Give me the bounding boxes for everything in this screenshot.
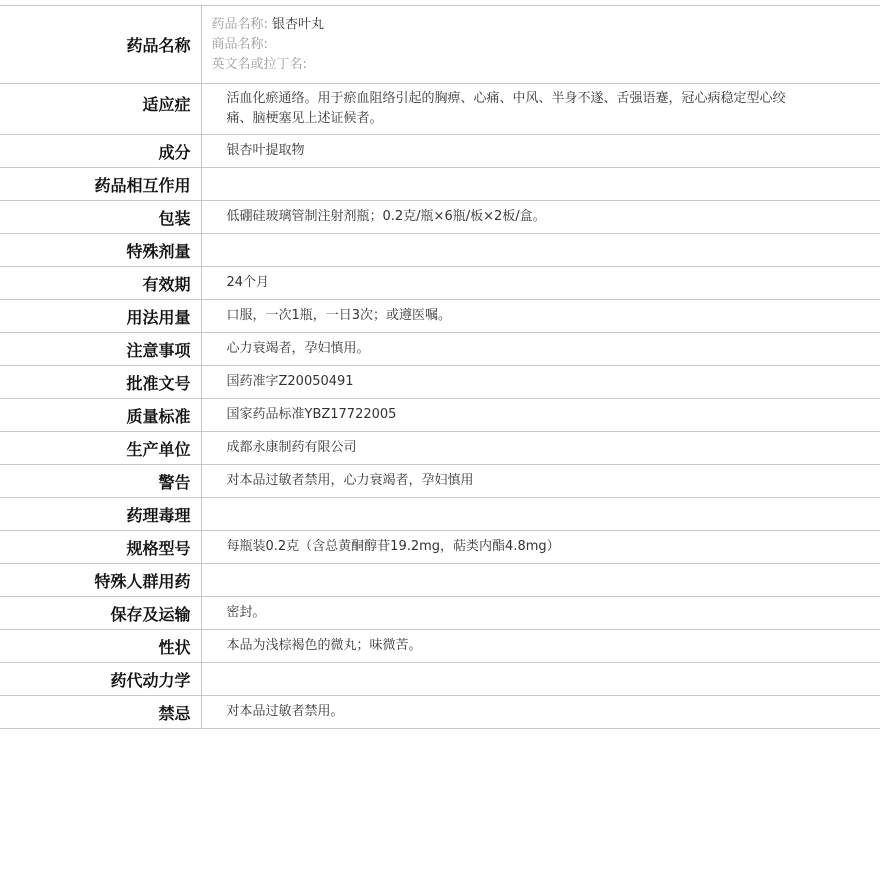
- row-label: 特殊人群用药: [0, 564, 201, 597]
- row-value: [201, 498, 880, 531]
- drug-name-cell: [201, 6, 880, 84]
- generic-name-value: 银杏叶丸: [272, 16, 325, 32]
- row-value: 心力衰竭者，孕妇慎用。: [226, 341, 370, 356]
- latin-name-line: [212, 55, 861, 75]
- table-row-precautions: [0, 333, 880, 366]
- row-value: 低硼硅玻璃管制注射剂瓶；0.2克/瓶×6瓶/板×2板/盒。: [226, 209, 546, 224]
- trade-name-line: [212, 35, 861, 55]
- row-value: 本品为浅棕褐色的微丸；味微苦。: [226, 638, 422, 653]
- row-label: 药理毒理: [0, 498, 201, 531]
- row-value: 国家药品标准YBZ17722005: [226, 407, 397, 422]
- row-label: 有效期: [0, 267, 201, 300]
- row-label: 质量标准: [0, 399, 201, 432]
- row-value: 口服，一次1瓶，一日3次；或遵医嘱。: [226, 308, 452, 323]
- row-value: [201, 564, 880, 597]
- row-value: 24个月: [226, 275, 270, 290]
- row-value: [201, 168, 880, 201]
- row-label: 包装: [0, 201, 201, 234]
- row-label: 性状: [0, 630, 201, 663]
- table-row-warning: [0, 465, 880, 498]
- table-row-special-populations: [0, 564, 880, 597]
- table-row-special-dosage: [0, 234, 880, 267]
- row-label: 用法用量: [0, 300, 201, 333]
- row-label: 注意事项: [0, 333, 201, 366]
- table-row-shelf-life: [0, 267, 880, 300]
- row-label: 特殊剂量: [0, 234, 201, 267]
- latin-name-key: 英文名或拉丁名:: [211, 56, 307, 72]
- table-row-dosage: [0, 300, 880, 333]
- table-row-contraindications: [0, 696, 880, 729]
- row-label: 药代动力学: [0, 663, 201, 696]
- table-row-manufacturer: [0, 432, 880, 465]
- row-value: 对本品过敏者禁用，心力衰竭者，孕妇慎用: [226, 473, 474, 488]
- row-value: 银杏叶提取物: [226, 143, 305, 158]
- table-row-description: [0, 630, 880, 663]
- table-row-approval-number: [0, 366, 880, 399]
- table-row-drug-name: [0, 6, 880, 84]
- table-row-storage: [0, 597, 880, 630]
- table-row-pharmacokinetics: [0, 663, 880, 696]
- row-label: 批准文号: [0, 366, 201, 399]
- row-value: [201, 84, 880, 135]
- row-label: 规格型号: [0, 531, 201, 564]
- table-row-specification: [0, 531, 880, 564]
- row-label: 生产单位: [0, 432, 201, 465]
- row-value: 对本品过敏者禁用。: [226, 704, 344, 719]
- generic-name-key: 药品名称:: [211, 16, 268, 32]
- trade-name-key: 商品名称:: [211, 36, 268, 52]
- row-label: 成分: [0, 135, 201, 168]
- row-value: [201, 234, 880, 267]
- row-label: 保存及运输: [0, 597, 201, 630]
- table-row-quality-standard: [0, 399, 880, 432]
- indications-text: 活血化瘀通络。用于瘀血阻络引起的胸痹、心痛、中风、半身不遂、舌强语蹇，冠心病稳定型心绞痛、脑梗塞见上述证候者。: [226, 91, 786, 126]
- row-label: 药品名称: [0, 6, 201, 84]
- table-row-pharmacology: [0, 498, 880, 531]
- row-value: [201, 663, 880, 696]
- table-row-indications: [0, 84, 880, 135]
- generic-name-line: [212, 15, 861, 35]
- row-label: 禁忌: [0, 696, 201, 729]
- row-value: 密封。: [226, 605, 266, 620]
- row-value: 国药准字Z20050491: [226, 374, 354, 389]
- table-row-packaging: [0, 201, 880, 234]
- row-value: 成都永康制药有限公司: [226, 440, 357, 455]
- row-label: 警告: [0, 465, 201, 498]
- row-label: 适应症: [0, 84, 201, 135]
- row-value: 每瓶装0.2克（含总黄酮醇苷19.2mg，萜类内酯4.8mg）: [226, 539, 560, 554]
- table-row-ingredients: [0, 135, 880, 168]
- row-label: 药品相互作用: [0, 168, 201, 201]
- table-row-interactions: [0, 168, 880, 201]
- drug-info-table: [0, 5, 880, 729]
